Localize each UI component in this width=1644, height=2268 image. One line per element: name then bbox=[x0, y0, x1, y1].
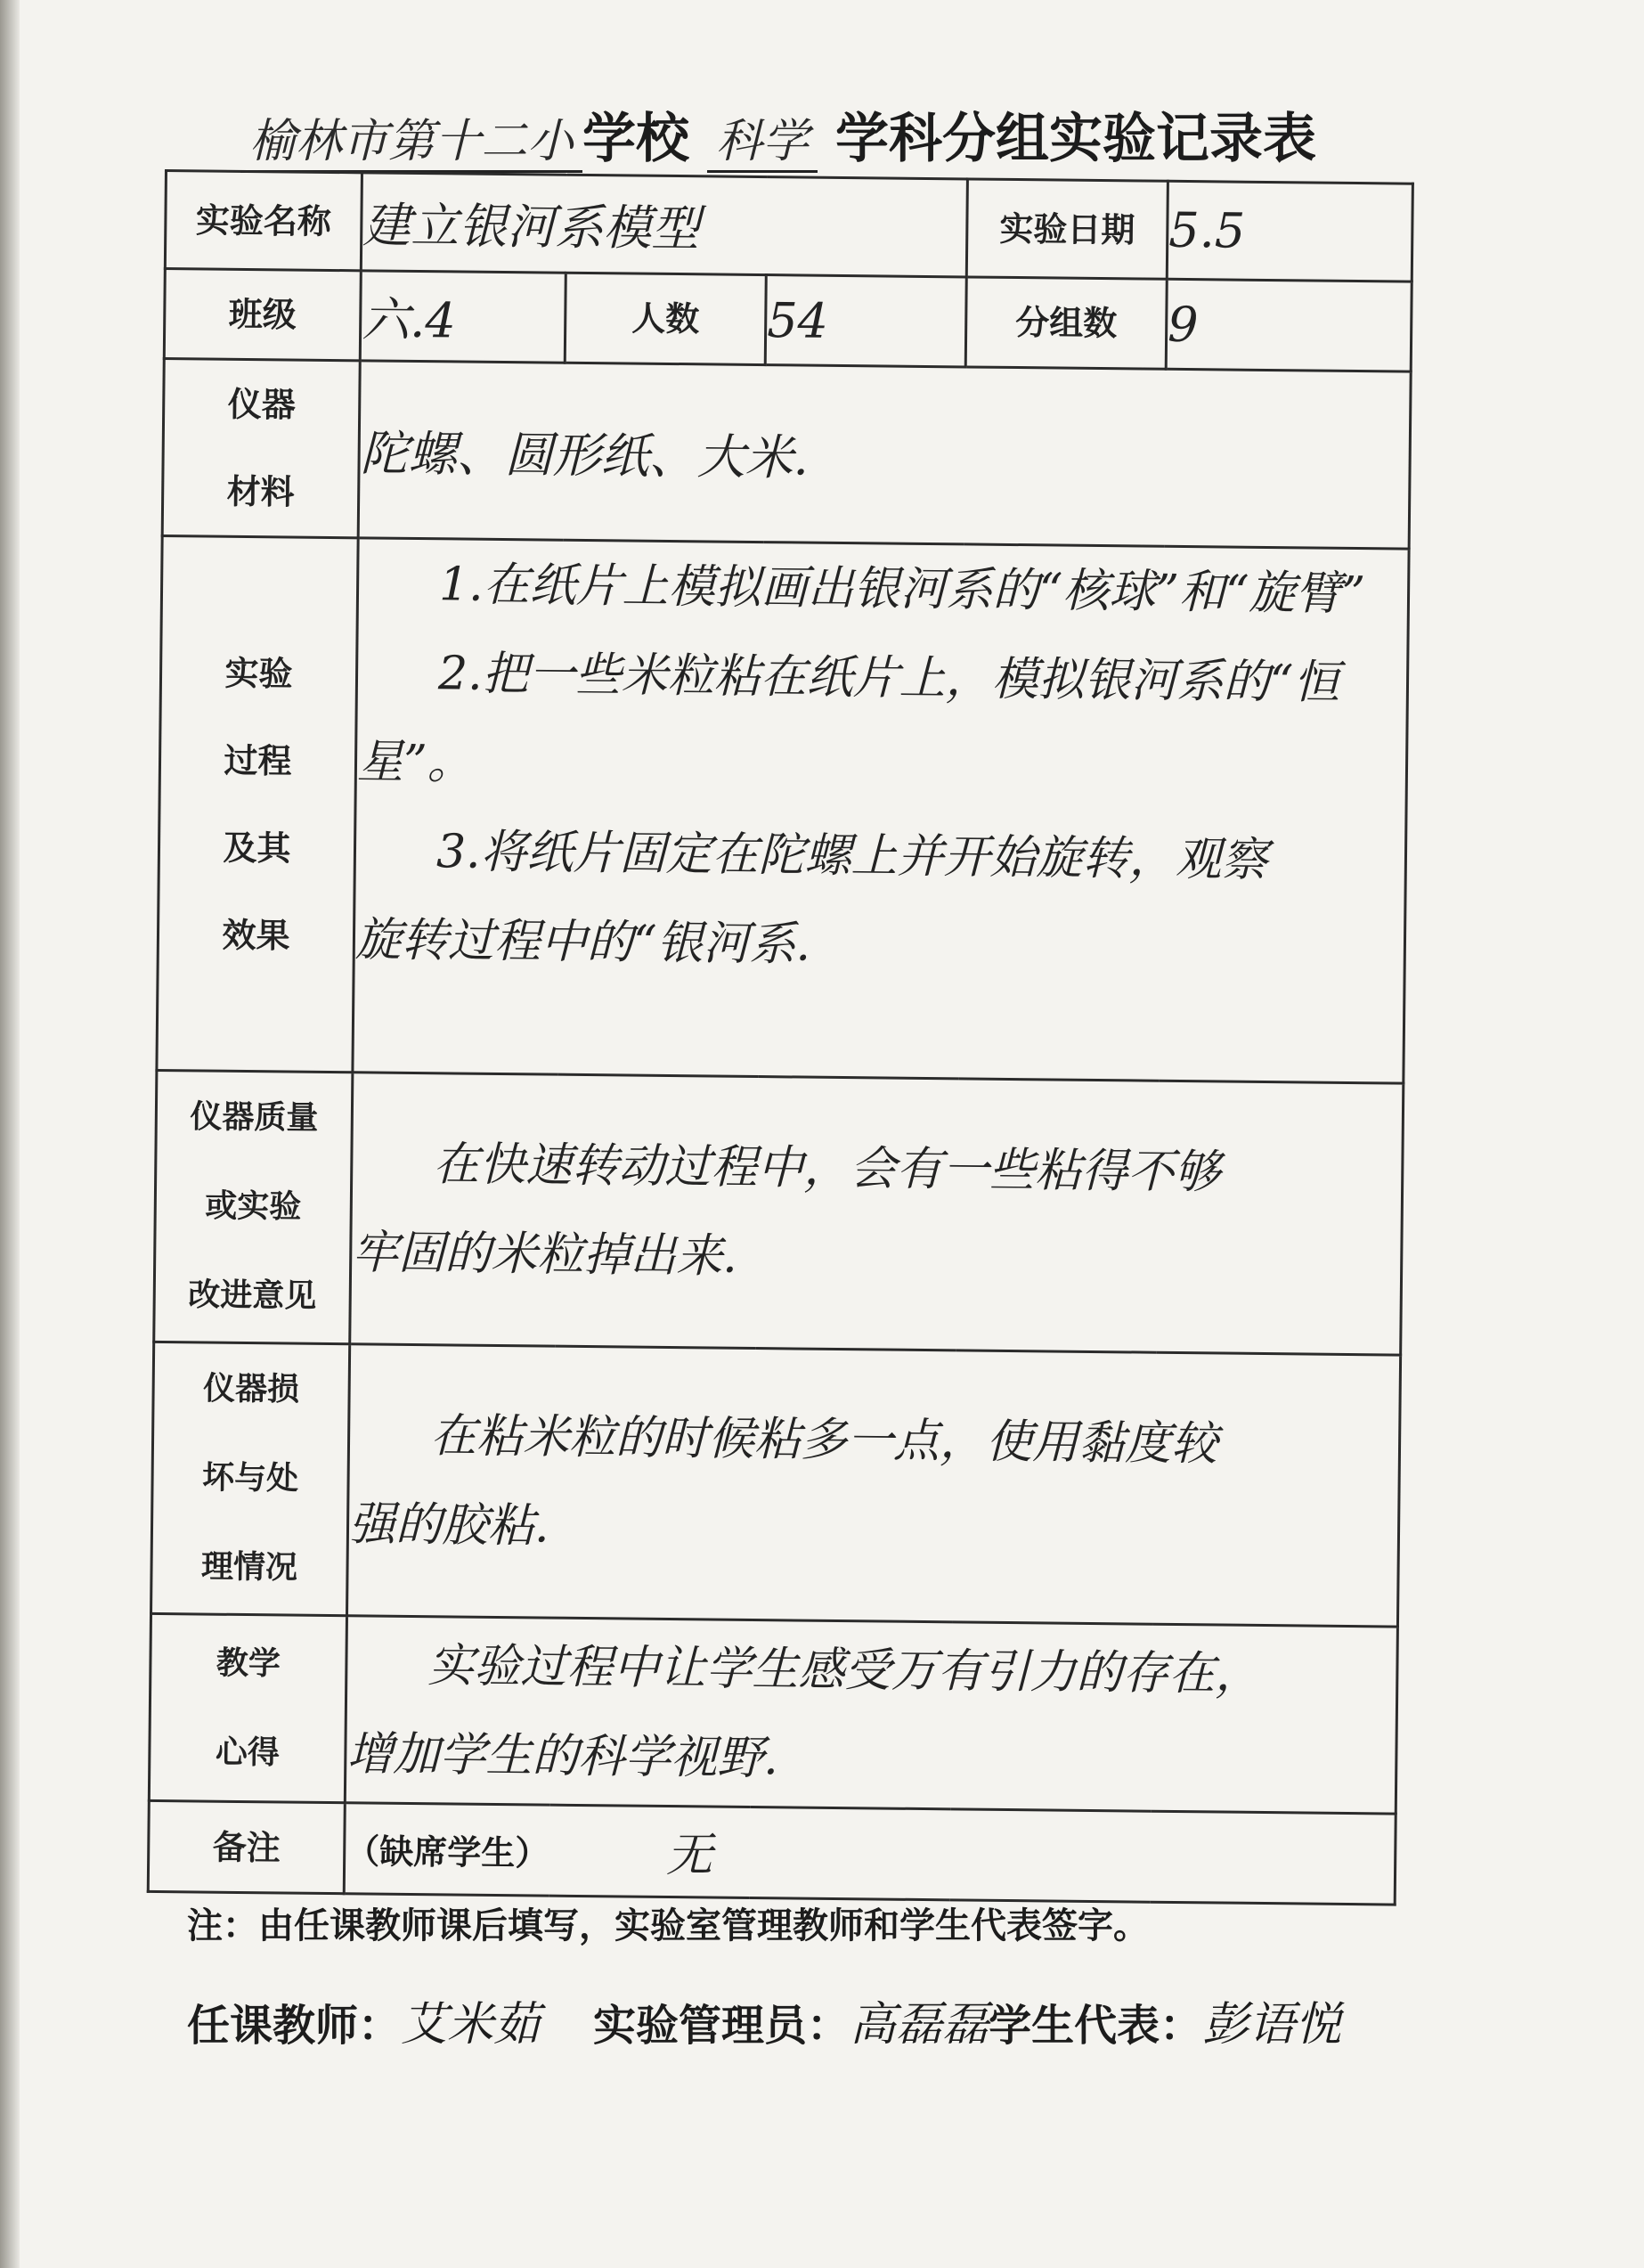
process-step-3: 3.将纸片固定在陀螺上并开始旋转，观察 bbox=[435, 825, 1268, 888]
row-experiment-name bbox=[165, 171, 1412, 282]
row-class-info bbox=[164, 269, 1412, 372]
label-quality-line3: 改进意见 bbox=[188, 1277, 317, 1315]
row-remarks bbox=[148, 1800, 1396, 1905]
value-class: 六.4 bbox=[360, 271, 566, 363]
quality-line-1: 在快速转动过程中，会有一些粘得不够 bbox=[433, 1138, 1221, 1200]
insight-line-1: 实验过程中让学生感受万有引力的存在， bbox=[427, 1638, 1262, 1701]
label-materials-line2: 材料 bbox=[226, 471, 295, 512]
student-signature: 彭语悦 bbox=[1202, 1998, 1342, 2052]
label-class: 班级 bbox=[164, 269, 361, 361]
damage-line-1: 在粘米粒的时候粘多一点，使用黏度较 bbox=[429, 1409, 1218, 1472]
row-quality bbox=[154, 1070, 1404, 1355]
value-experiment-date: 5.5 bbox=[1167, 181, 1412, 281]
process-step-1: 1.在纸片上模拟画出银河系的“核球”和“旋臂” bbox=[438, 558, 1366, 622]
damage-line-2: 强的胶粘. bbox=[348, 1497, 549, 1554]
value-quality bbox=[350, 1073, 1404, 1355]
value-experiment-name: 建立银河系模型 bbox=[361, 173, 967, 277]
value-count: 54 bbox=[765, 275, 966, 367]
experiment-record-table bbox=[147, 169, 1414, 1906]
label-materials-line1: 仪器 bbox=[227, 384, 296, 425]
row-process bbox=[157, 535, 1409, 1083]
teacher-label: 任课教师： bbox=[187, 2001, 402, 2051]
process-step-2: 2.把一些米粒粘在纸片上，模拟银河系的“恒 bbox=[437, 647, 1340, 710]
quality-line-2: 牢固的米粒掉出来. bbox=[351, 1226, 738, 1284]
insight-line-2: 增加学生的科学视野. bbox=[346, 1726, 779, 1785]
footer-note: 注：由任课教师课后填写，实验室管理教师和学生代表签字。 bbox=[187, 1905, 1149, 1946]
admin-label: 实验管理员： bbox=[593, 2001, 850, 2051]
label-experiment-name: 实验名称 bbox=[165, 171, 362, 271]
teacher-signature: 艾米茹 bbox=[401, 1998, 541, 2052]
label-process-line2: 过程 bbox=[224, 740, 292, 781]
process-step-3-cont: 旋转过程中的“银河系. bbox=[354, 913, 811, 972]
label-process-line1: 实验 bbox=[224, 653, 293, 694]
label-damage bbox=[151, 1342, 350, 1615]
label-damage-line1: 仪器损 bbox=[202, 1370, 300, 1408]
row-insight bbox=[149, 1613, 1397, 1814]
process-step-2-cont: 星”。 bbox=[356, 735, 474, 790]
subject-handwritten: 科学 bbox=[707, 103, 818, 173]
form-title bbox=[240, 96, 1434, 176]
value-groups: 9 bbox=[1166, 279, 1412, 371]
row-materials bbox=[162, 359, 1411, 550]
label-damage-line3: 理情况 bbox=[200, 1548, 298, 1587]
label-groups: 分组数 bbox=[965, 277, 1167, 369]
value-damage bbox=[347, 1344, 1401, 1627]
label-experiment-date: 实验日期 bbox=[966, 179, 1168, 279]
label-quality-line2: 或实验 bbox=[205, 1187, 302, 1226]
value-insight bbox=[345, 1616, 1397, 1814]
label-process-line3: 及其 bbox=[223, 828, 291, 869]
value-process bbox=[353, 538, 1409, 1083]
signature-line bbox=[187, 1987, 1452, 2076]
label-insight-line1: 教学 bbox=[216, 1644, 281, 1682]
admin-signature: 高磊磊 bbox=[850, 1998, 989, 2052]
label-insight bbox=[149, 1613, 346, 1802]
row-damage bbox=[151, 1342, 1401, 1627]
school-name-handwritten: 榆林市第十二小 bbox=[240, 103, 582, 173]
value-materials: 陀螺、圆形纸、大米. bbox=[358, 361, 1411, 549]
label-count: 人数 bbox=[565, 273, 766, 364]
label-process-line4: 效果 bbox=[222, 915, 290, 956]
label-quality bbox=[154, 1070, 353, 1343]
title-suffix: 学科分组实验记录表 bbox=[835, 108, 1317, 170]
label-process bbox=[157, 535, 358, 1072]
school-suffix: 学校 bbox=[582, 108, 690, 170]
student-label: 学生代表： bbox=[989, 2001, 1203, 2051]
value-absent-students: 无 bbox=[666, 1829, 713, 1882]
label-materials bbox=[162, 359, 360, 538]
label-damage-line2: 坏与处 bbox=[201, 1459, 299, 1497]
label-quality-line1: 仪器质量 bbox=[190, 1098, 319, 1137]
label-absent-students: （缺席学生） bbox=[344, 1803, 1396, 1905]
scan-page-edge bbox=[0, 0, 20, 2268]
label-remarks: 备注 bbox=[148, 1800, 345, 1893]
label-insight-line2: 心得 bbox=[215, 1734, 281, 1771]
